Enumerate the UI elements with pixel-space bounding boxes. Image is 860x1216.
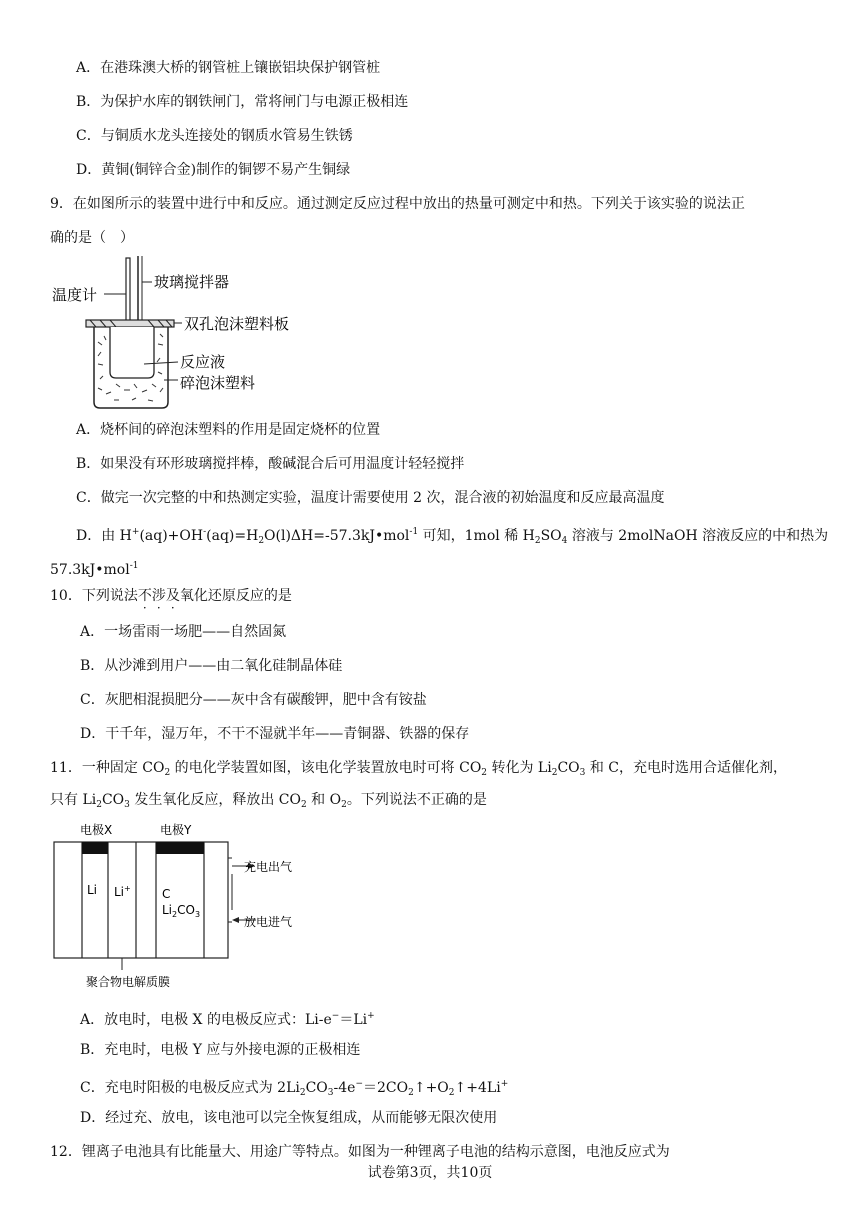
electrode-x-label: 电极X bbox=[80, 823, 113, 837]
page-footer: 试卷第3页，共10页 bbox=[367, 1165, 493, 1181]
q9-stem-line1: 9．在如图所示的装置中进行中和反应。通过测定反应过程中放出的热量可测定中和热。下列关于该实验的说法正 bbox=[50, 196, 745, 212]
emphasis-char: 涉 bbox=[151, 588, 166, 604]
li2co3-label: $Li_2CO_3$ bbox=[162, 903, 201, 919]
q11-stem-line1: 11．一种固定 $CO_2$ 的电化学装置如图，该电化学装置放电时可将 $CO_2$ 转化为 $Li_2CO_3$ 和 C，充电时选用合适催化剂， bbox=[50, 760, 788, 778]
electrode-y-label: 电极Y bbox=[160, 823, 192, 837]
q9-stem-line2: 确的是（ ） bbox=[50, 230, 134, 246]
q11-option-c: C．充电时阳极的电极反应式为 $2Li_2CO_3-4e^-=2CO_2↑+O_2↑+4Li^+$ bbox=[80, 1079, 509, 1098]
discharge-in-label: 放电进气 bbox=[244, 915, 293, 929]
q8-option-a: A．在港珠澳大桥的钢管桩上镶嵌铝块保护钢管桩 bbox=[76, 60, 381, 76]
cell-outline bbox=[54, 842, 228, 958]
q10-option-c: C．灰肥相混损肥分——灰中含有碳酸钾，肥中含有铵盐 bbox=[80, 692, 427, 708]
q11-option-b: B．充电时，电极 Y 应与外接电源的正极相连 bbox=[80, 1042, 361, 1058]
q9-option-c: C．做完一次完整的中和热测定实验，温度计需要使用 2 次，混合液的初始温度和反应最高温度 bbox=[76, 490, 665, 506]
board-label: 双孔泡沫塑料板 bbox=[184, 315, 290, 333]
foam-label: 碎泡沫塑料 bbox=[180, 374, 256, 392]
li-label: Li bbox=[87, 883, 98, 897]
emphasis-char: 不 bbox=[137, 588, 152, 604]
q10-option-d: D．干千年，湿万年，不干不湿就半年——青铜器、铁器的保存 bbox=[80, 726, 470, 742]
q12-stem: 12．锂离子电池具有比能量大、用途广等特点。如图为一种锂离子电池的结构示意图，电池反应式为 bbox=[50, 1144, 670, 1160]
q10-stem: 10．下列说法不涉及氧化还原反应的是 bbox=[50, 588, 292, 604]
thermometer-label: 温度计 bbox=[52, 286, 98, 304]
q11-option-d: D．经过充、放电，该电池可以完全恢复组成，从而能够无限次使用 bbox=[80, 1110, 498, 1126]
q11-stem-line2: 只有 $Li_2CO_3$ 发生氧化反应，释放出 $CO_2$ 和 $O_2$。下列说法不正确的是 bbox=[50, 792, 487, 810]
q9-option-a: A．烧杯间的碎泡沫塑料的作用是固定烧杯的位置 bbox=[76, 422, 381, 438]
q9-option-d-line2: 57.3kJ•mol$^{-1}$ bbox=[50, 561, 139, 578]
q10-option-a: A．一场雷雨一场肥——自然固氮 bbox=[80, 624, 287, 640]
membrane-label: 聚合物电解质膜 bbox=[86, 975, 171, 989]
emphasis-char: 及 bbox=[165, 588, 180, 604]
c-label: C bbox=[162, 887, 171, 901]
electrode-y-terminal bbox=[156, 842, 204, 854]
q9-apparatus-figure bbox=[48, 252, 318, 414]
solution-label: 反应液 bbox=[180, 353, 226, 371]
q11-cell-figure bbox=[50, 818, 320, 994]
q8-option-c: C．与铜质水龙头连接处的钢质水管易生铁锈 bbox=[76, 128, 353, 144]
inner-beaker bbox=[110, 327, 154, 378]
q10-option-b: B．从沙滩到用户——由二氧化硅制晶体硅 bbox=[80, 658, 343, 674]
q9-option-d: D．由 $H^+(aq)+OH^-(aq)=H_2O(l)\Delta H=-57.3kJ•mol^{-1}$ 可知，1mol 稀 $H_2SO_4$ 溶液与 2molNaOH 溶液反应的中和热为 bbox=[76, 527, 829, 546]
q8-option-b: B．为保护水库的钢铁闸门，常将闸门与电源正极相连 bbox=[76, 94, 409, 110]
stirrer-label: 玻璃搅拌器 bbox=[154, 273, 230, 291]
q8-option-d: D．黄铜(铜锌合金)制作的铜锣不易产生铜绿 bbox=[76, 162, 351, 178]
charge-out-label: 充电出气 bbox=[244, 860, 293, 874]
q11-option-a: A．放电时，电极 X 的电极反应式：Li-e−＝Li+ bbox=[80, 1011, 375, 1028]
li-ion-label: Li+ bbox=[114, 884, 131, 899]
electrode-x-terminal bbox=[82, 842, 108, 854]
q9-option-b: B．如果没有环形玻璃搅拌棒，酸碱混合后可用温度计轻轻搅拌 bbox=[76, 456, 465, 472]
